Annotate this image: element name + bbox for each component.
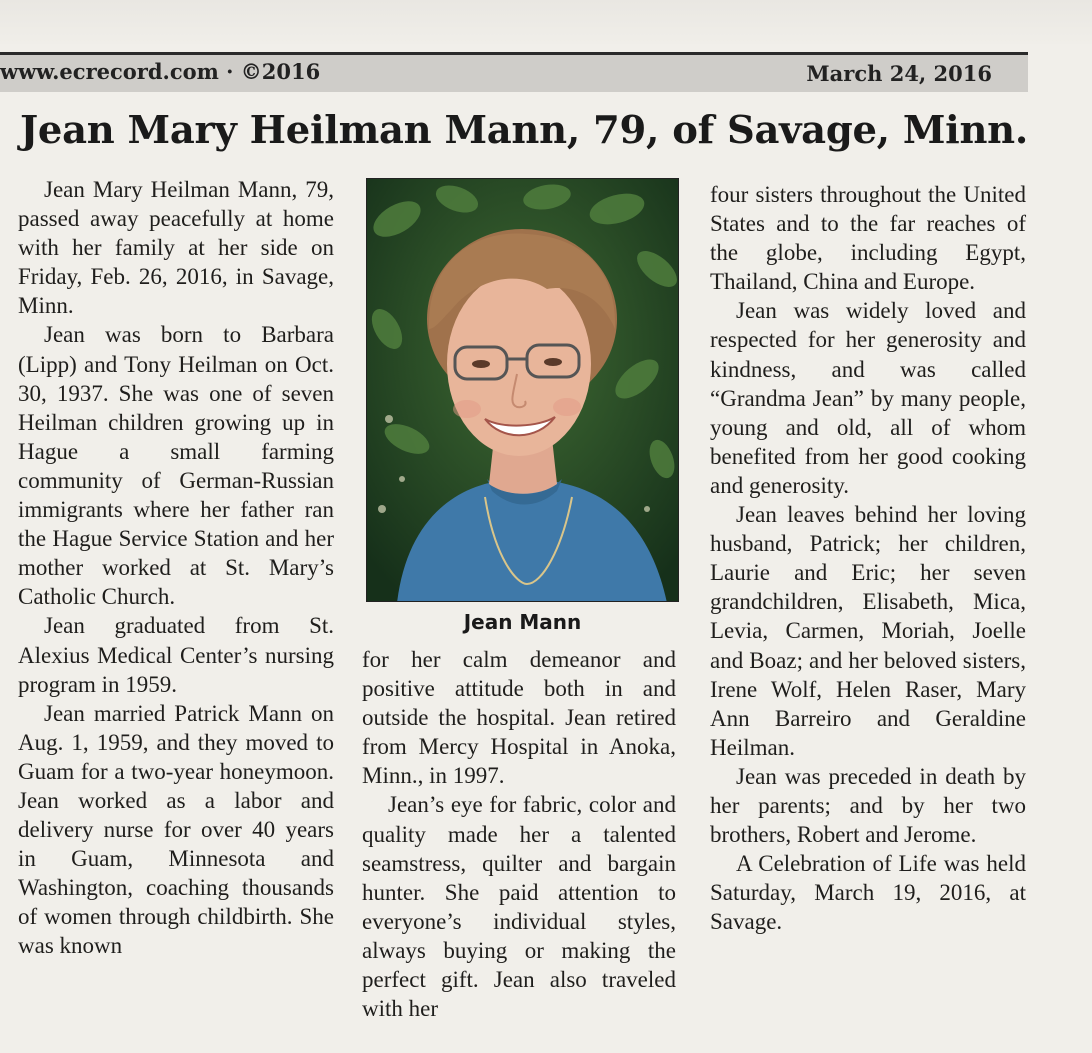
portrait-illustration bbox=[367, 179, 679, 602]
photo-caption: Jean Mann bbox=[463, 610, 582, 634]
paragraph: Jean graduated from St. Alexius Medical Center’s nursing program in 1959. bbox=[18, 613, 334, 697]
paragraph: Jean was widely loved and respected for her generosity and kindness, and was called “Grandma Jean” by many people, young and old, all of whom benefited from her good cooking and generosity. bbox=[710, 298, 1026, 498]
obituary-headline: Jean Mary Heilman Mann, 79, of Savage, Minn. bbox=[20, 108, 1028, 153]
article-column-1 bbox=[18, 175, 334, 961]
paragraph: four sisters throughout the United States and to the far reaches of the globe, including Egypt, Thailand, China and Europe. bbox=[710, 182, 1026, 295]
paragraph: Jean leaves behind her loving husband, Patrick; her children, Laurie and Eric; her seven grandchildren, Elisabeth, Mica, Levia, Carmen, Moriah, Joelle and Boaz; and her beloved sisters, Irene Wolf, Helen Raser, Mary Ann Barreiro and Geraldine Heilman. bbox=[710, 502, 1026, 760]
header-url-copyright: www.ecrecord.com · ©2016 bbox=[0, 59, 321, 84]
newspaper-header-bar bbox=[0, 52, 1028, 92]
paragraph: for her calm demeanor and positive attitude both in and outside the hospital. Jean retired from Mercy Hospital in Anoka, Minn., in 1997. bbox=[362, 647, 676, 789]
paragraph: Jean’s eye for fabric, color and quality made her a talented seamstress, quilter and bargain hunter. She paid attention to everyone’s individual styles, always buying or making the perfect gift. Jean also traveled with her bbox=[362, 792, 676, 1022]
paragraph: Jean was born to Barbara (Lipp) and Tony Heilman on Oct. 30, 1937. She was one of seven Heilman children growing up in Hague a small farming community of German-Russian immigrants where her father ran the Hague Service Station and her mother worked at St. Mary’s Catholic Church. bbox=[18, 322, 334, 610]
paragraph: Jean was preceded in death by her parents; and by her two brothers, Robert and Jerome. bbox=[710, 763, 1026, 848]
paragraph: A Celebration of Life was held Saturday, March 19, 2016, at Savage. bbox=[710, 851, 1026, 935]
header-date: March 24, 2016 bbox=[806, 61, 992, 86]
paragraph: Jean married Patrick Mann on Aug. 1, 1959, and they moved to Guam for a two-year honeymoon. Jean worked as a labor and delivery nurse for over 40 years in Guam, Minnesota and Washington, coaching thousands of women through childbirth. She was known bbox=[18, 700, 334, 959]
page-top-strip bbox=[0, 0, 1092, 44]
portrait-photo bbox=[366, 178, 679, 602]
article-column-2 bbox=[362, 645, 676, 1023]
paragraph: Jean Mary Heilman Mann, 79, passed away peacefully at home with her family at her side on Friday, Feb. 26, 2016, in Savage, Minn. bbox=[18, 177, 334, 319]
article-column-3 bbox=[710, 180, 1026, 936]
